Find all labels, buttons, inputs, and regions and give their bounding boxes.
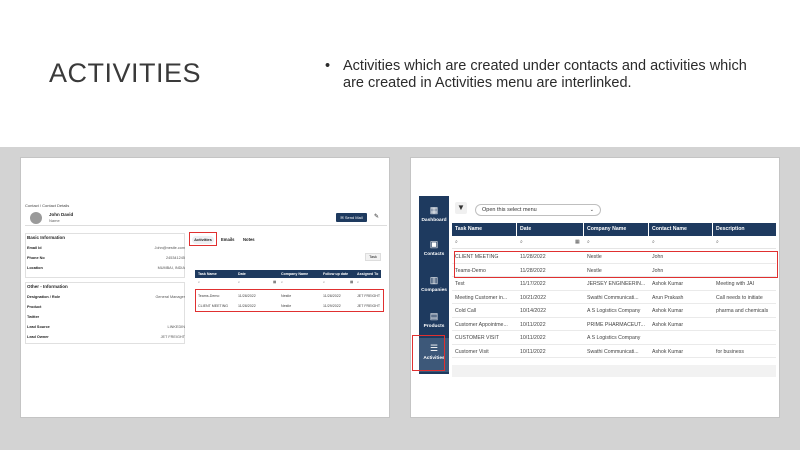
other-info-panel: Other - Information Designation / Role General Manager Product Twitter Lead Source LINKEDIN Lead Owner JET FREIGHT [25,282,185,344]
avatar [30,212,42,224]
table-row[interactable]: CLIENT MEETING 11/28/2022 Nestle 11/29/2022 JET FREIGHT [198,304,381,308]
slide-bullet [325,58,770,92]
search-icon: ⌕ [238,280,241,284]
contact-header [25,209,387,226]
sidebar-item-companies[interactable]: ▥ Companies [421,275,447,293]
calendar-icon: ▦ [575,239,580,245]
sidebar-item-contacts[interactable]: ▣ Contacts [423,239,445,257]
basic-info-title: Basic Information [27,235,66,240]
tab-notes[interactable]: Notes [243,237,255,242]
contact-role: Name [49,218,60,223]
filter-icon[interactable]: ▼ [455,202,467,214]
bullet-text: Activities which are created under contacts and activities which are created in Activities menu are interlinked. [343,58,747,91]
search-row[interactable] [195,280,381,288]
table-row[interactable]: Meeting Customer in... 10/21/2022 Swathi Communicati... Arun Prakash Call needs to initiate [452,291,776,305]
tab-bar [188,235,384,245]
highlight-box [454,251,778,278]
search-icon: ⌕ [323,280,326,284]
table-header [452,223,776,236]
column-header[interactable]: Date [520,226,532,232]
table-row[interactable]: Customer Visit 10/11/2022 Swathi Communicati... Ashok Kumar for business [452,345,776,359]
sidebar-item-products[interactable]: ▤ Products [423,311,445,329]
search-icon: ⌕ [587,239,590,245]
contact-details-screenshot [20,157,390,418]
search-icon: ⌕ [281,280,284,284]
calendar-icon: ▦ [273,280,277,284]
task-button[interactable]: Task [365,253,381,261]
select-placeholder: Open this select menu [482,207,537,213]
table-row[interactable]: Cold Call 10/14/2022 A S Logistics Company Ashok Kumar pharma and chemicals [452,304,776,318]
tab-emails[interactable]: Emails [221,237,235,242]
basic-info-panel: Basic Information Email Id John@nestle.com Phone No 245341245 Location MUMBAI, INDIA [25,233,185,278]
contacts-icon: ▣ [429,239,439,249]
sidebar-item-dashboard[interactable]: ▦ Dashboard [421,205,447,223]
highlight-box [412,335,445,371]
tab-activities[interactable]: Activities [192,236,214,244]
search-icon: ⌕ [198,280,201,284]
select-menu[interactable] [475,204,601,216]
slide-title: ACTIVITIES [49,58,202,88]
edit-icon[interactable]: ✎ [373,214,380,220]
table-row[interactable]: CUSTOMER VISIT 10/11/2022 A S Logistics Company [452,331,776,345]
activities-menu-screenshot [410,157,780,418]
chevron-down-icon: ⌄ [589,207,594,213]
other-info-title: Other - Information [27,284,68,289]
activities-panel [188,228,384,346]
table-row[interactable]: Teams-Demo 11/28/2022 Nestle John [452,264,776,278]
table-row[interactable]: Customer Appointme... 10/11/2022 PRIME PHARMACEUT... Ashok Kumar [452,318,776,332]
search-icon: ⌕ [520,239,523,245]
companies-icon: ▥ [429,275,439,285]
contact-name: John David [49,212,74,217]
column-header[interactable]: Description [716,226,745,232]
highlight-box [195,289,384,312]
scrollbar[interactable] [452,365,776,377]
table-row[interactable]: Teams-Demo 11/28/2022 Nestle 11/28/2022 JET FREIGHT [198,294,381,298]
search-icon: ⌕ [652,239,655,245]
column-header[interactable]: Company Name [587,226,627,232]
table-row[interactable]: Test 11/17/2022 JERSEY ENGINEERIN... Ashok Kumar Meeting with JAI [452,277,776,291]
bullet-dot: • [325,58,331,74]
activities-icon: ☰ [429,343,439,353]
column-header[interactable]: Contact Name [652,226,687,232]
column-header[interactable]: Task Name [455,226,483,232]
breadcrumb[interactable]: Contact / Contact Details [25,203,70,208]
search-icon: ⌕ [455,239,458,245]
sidebar-item-activities[interactable]: ☰ Activities [419,338,449,372]
toolbar [452,198,776,220]
products-icon: ▤ [429,311,439,321]
dashboard-icon: ▦ [429,205,439,215]
send-mail-button[interactable]: ✉ Send Mail [336,213,367,222]
table-row[interactable]: CLIENT MEETING 11/28/2022 Nestle John [452,250,776,264]
search-icon: ⌕ [357,280,360,284]
search-icon: ⌕ [716,239,719,245]
table-header: Task Name Date Company Name Follow up date Assigned To [195,270,381,278]
search-row[interactable] [452,236,776,249]
calendar-icon: ▦ [350,280,354,284]
